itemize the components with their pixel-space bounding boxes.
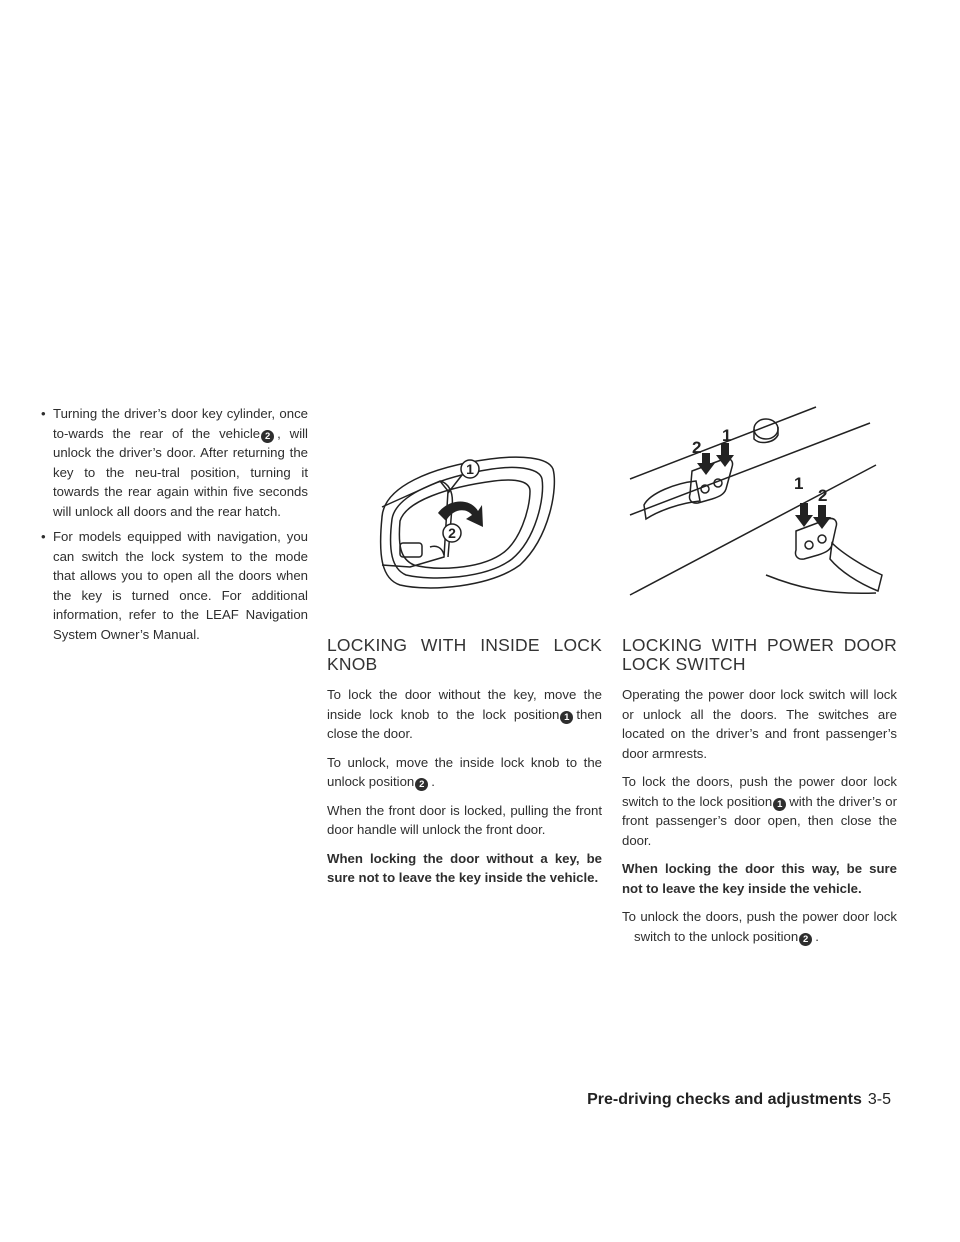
power-lock-paragraph-3: To unlock the doors, push the power door lock switch to the unlock position 2 . [622, 909, 897, 945]
callout-2: 2 [261, 430, 274, 443]
power-lock-heading: LOCKING WITH POWER DOOR LOCK SWITCH [622, 635, 897, 674]
power-lock-paragraph-1: Operating the power door lock switch will lock or unlock all the doors. The switches are located on the driver’s and front passenger’s door armrests. [622, 687, 897, 761]
power-lock-warning: When locking the door this way, be sure not to leave the key inside the vehicle. [622, 861, 897, 896]
power-lock-paragraph-2: To lock the doors, push the power door lock switch to the lock position 1 with the driver’s or front passenger’s door open, then close the door. [622, 774, 897, 848]
left-column [41, 404, 308, 650]
knob-label-2: 2 [448, 525, 456, 541]
inside-lock-knob-illustration [370, 447, 560, 593]
inside-lock-paragraph-3: When the front door is locked, pulling the front door handle will unlock the front door. [327, 802, 602, 837]
bullet-navigation: • For models equipped with navigation, you can switch the lock system to the mode that allows you to open all the doors when the key is turned once. For additional information, refer to the LEAF Navigation System Owner’s Manual. [41, 527, 308, 644]
callout-1: 1 [773, 798, 786, 811]
bullet-key-cylinder: • Turning the driver’s door key cylinder, once to-wards the rear of the vehicle 2 , will unlock the driver’s door. After returning the key to the neu-tral position, turning it towards the rear again within five seconds will unlock all doors and the rear hatch. [41, 404, 308, 521]
power-lock-section [622, 636, 897, 955]
inside-lock-section [327, 636, 602, 897]
bullet-list [41, 404, 308, 644]
knob-label-1: 1 [466, 461, 474, 477]
callout-2: 2 [415, 778, 428, 791]
inside-lock-paragraph-2: To unlock, move the inside lock knob to the unlock position 2 . [327, 754, 602, 790]
footer-section-title: Pre-driving checks and adjustments [587, 1091, 862, 1108]
callout-1: 1 [560, 711, 573, 724]
inside-lock-warning: When locking the door without a key, be sure not to leave the key inside the vehicle. [327, 850, 602, 885]
switch-upper-label-2: 2 [692, 438, 702, 457]
callout-2: 2 [799, 933, 812, 946]
switch-lower-label-2: 2 [818, 486, 828, 505]
inside-lock-heading: LOCKING WITH INSIDE LOCK KNOB [327, 635, 602, 674]
switch-upper-label-1: 1 [722, 426, 732, 445]
page-footer [587, 1091, 891, 1109]
page-number: 3-5 [867, 1091, 891, 1108]
power-door-lock-switch-illustration [626, 405, 888, 602]
switch-lower-label-1: 1 [794, 474, 804, 493]
inside-lock-paragraph-1: To lock the door without the key, move the inside lock knob to the lock position 1 then close the door. [327, 687, 602, 741]
